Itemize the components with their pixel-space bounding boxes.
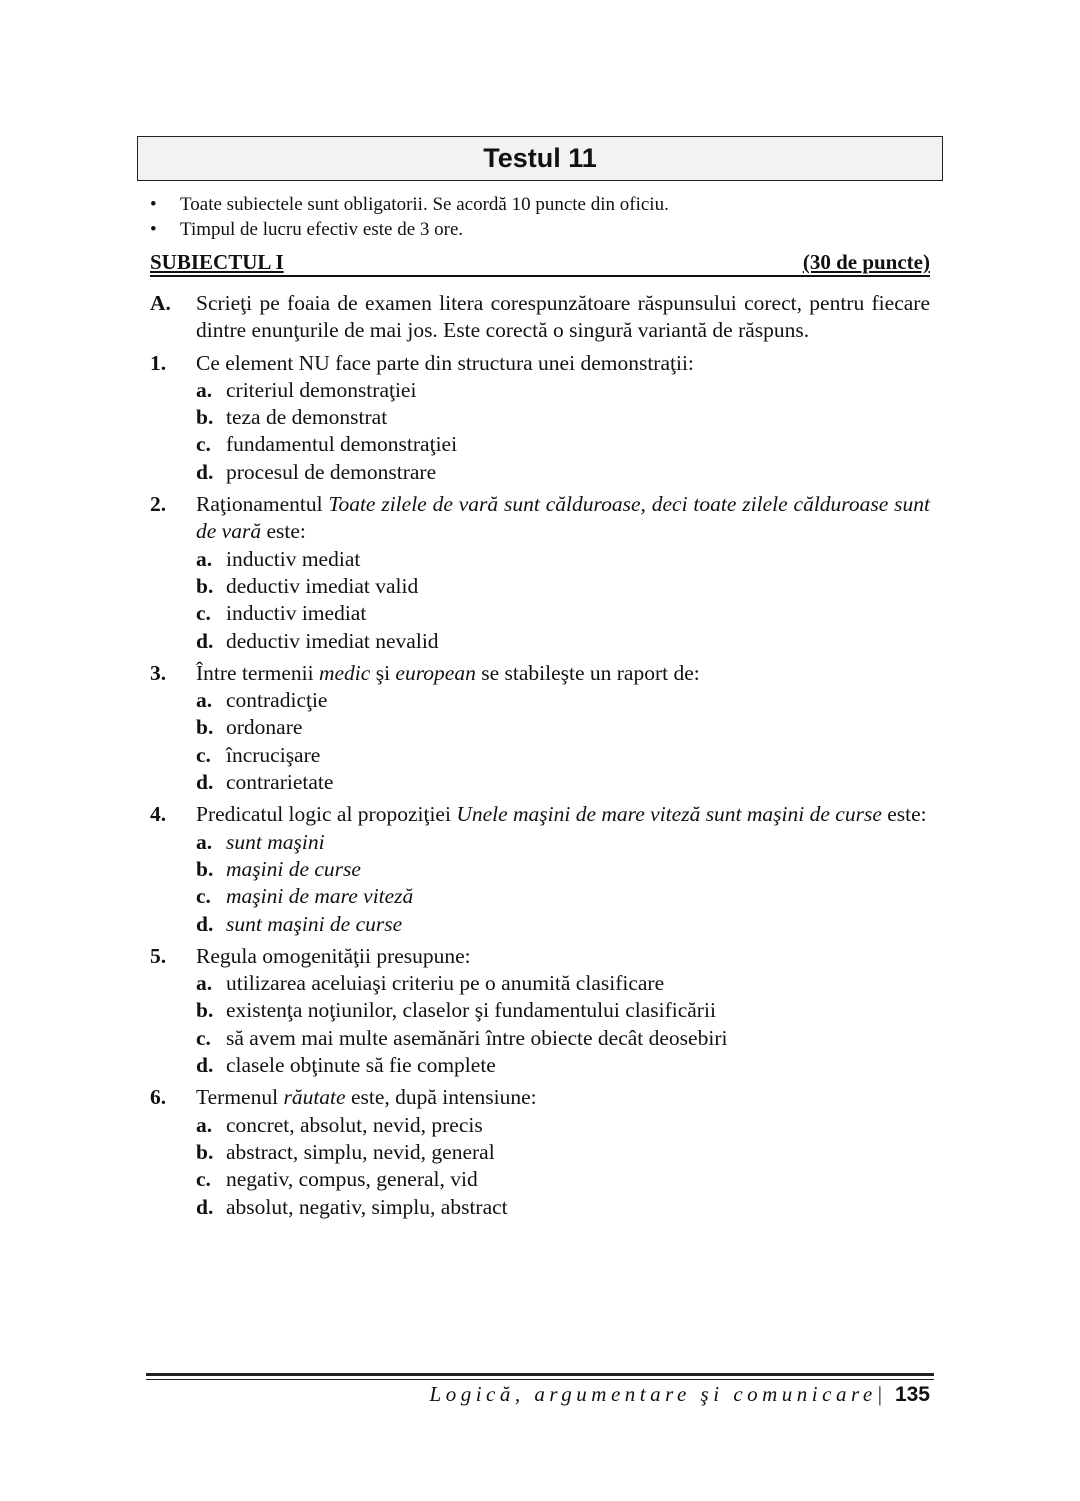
- answer-option: [150, 687, 930, 714]
- bullet-icon: •: [150, 219, 157, 240]
- stem-segment: medic: [318, 660, 371, 685]
- option-text: inductiv imediat: [226, 601, 367, 626]
- option-text: deductiv imediat nevalid: [226, 628, 439, 653]
- option-text: abstract, simplu, nevid, general: [226, 1139, 495, 1164]
- instruction-text: Timpul de lucru efectiv este de 3 ore.: [180, 219, 464, 240]
- answer-option: [150, 1112, 930, 1139]
- option-indent: [150, 829, 196, 856]
- option-line: [196, 687, 327, 714]
- option-line: [196, 997, 716, 1024]
- option-text: inductiv mediat: [226, 546, 361, 571]
- section-instruction: [150, 290, 930, 345]
- question-stem-row: [150, 491, 930, 546]
- option-text: absolut, negativ, simplu, abstract: [226, 1194, 508, 1219]
- option-indent: [150, 1052, 196, 1079]
- option-text: încrucişare: [226, 742, 321, 767]
- option-indent: [150, 1166, 196, 1193]
- option-line: [196, 742, 320, 769]
- option-indent: [150, 687, 196, 714]
- option-text: să avem mai multe asemănări între obiecte decât deosebiri: [226, 1025, 728, 1050]
- question-number: 5.: [150, 943, 167, 968]
- option-line: [196, 769, 333, 796]
- option-letter: c.: [196, 1167, 211, 1192]
- option-letter: d.: [196, 770, 214, 795]
- option-indent: [150, 911, 196, 938]
- option-letter: c.: [196, 1025, 211, 1050]
- answer-option: [150, 911, 930, 938]
- option-indent: [150, 1025, 196, 1052]
- stem-segment: şi: [370, 660, 396, 685]
- option-indent: [150, 431, 196, 458]
- option-line: [196, 970, 664, 997]
- option-letter: b.: [196, 1139, 214, 1164]
- instruction-item: [150, 217, 940, 242]
- section-letter: A.: [150, 291, 171, 315]
- option-indent: [150, 404, 196, 431]
- option-indent: [150, 883, 196, 910]
- option-letter: c.: [196, 884, 211, 909]
- option-line: [196, 1166, 478, 1193]
- question-stem-row: [150, 943, 930, 970]
- test-title: Testul 11: [137, 136, 943, 181]
- option-text: negativ, compus, general, vid: [226, 1167, 478, 1192]
- stem-segment: este:: [881, 802, 927, 827]
- stem-segment: Între termenii: [196, 660, 319, 685]
- question-5: [150, 943, 930, 1079]
- option-text: utilizarea aceluiaşi criteriu pe o anumită clasificare: [226, 971, 665, 996]
- answer-option: [150, 546, 930, 573]
- option-line: [196, 600, 366, 627]
- option-letter: b.: [196, 405, 214, 430]
- instruction-text: Toate subiectele sunt obligatorii. Se acordă 10 puncte din oficiu.: [180, 194, 669, 215]
- subject-heading: [150, 250, 930, 277]
- option-letter: b.: [196, 856, 214, 881]
- subject-label: SUBIECTUL I: [150, 250, 284, 274]
- option-line: [196, 1025, 727, 1052]
- question-stem: [196, 1084, 930, 1111]
- option-letter: d.: [196, 911, 214, 936]
- option-line: [196, 883, 413, 910]
- option-text: sunt maşini de curse: [226, 911, 403, 936]
- option-letter: c.: [196, 742, 211, 767]
- option-letter: d.: [196, 459, 214, 484]
- option-text: deductiv imediat valid: [226, 573, 419, 598]
- option-text: maşini de curse: [226, 856, 361, 881]
- option-text: clasele obţinute să fie complete: [226, 1053, 496, 1078]
- answer-option: [150, 829, 930, 856]
- answer-option: [150, 714, 930, 741]
- footer-divider: [146, 1373, 934, 1380]
- answer-option: [150, 856, 930, 883]
- option-indent: [150, 600, 196, 627]
- option-letter: d.: [196, 1053, 214, 1078]
- question-stem: [196, 660, 930, 687]
- answer-option: [150, 628, 930, 655]
- option-indent: [150, 970, 196, 997]
- stem-segment: Toate zilele de vară sunt călduroase, deci toate zilele călduroase sunt de vară: [196, 492, 930, 544]
- option-letter: b.: [196, 998, 214, 1023]
- option-text: procesul de demonstrare: [226, 459, 437, 484]
- question-stem: [196, 350, 930, 377]
- question-number: 1.: [150, 350, 167, 375]
- question-number: 2.: [150, 492, 167, 517]
- option-line: [196, 1139, 495, 1166]
- stem-segment: Ce element NU face parte din structura unei demonstraţii:: [196, 350, 694, 375]
- option-indent: [150, 1139, 196, 1166]
- answer-option: [150, 377, 930, 404]
- option-line: [196, 856, 361, 883]
- option-indent: [150, 1194, 196, 1221]
- option-letter: a.: [196, 377, 213, 402]
- instructions-list: [150, 192, 940, 242]
- answer-option: [150, 1194, 930, 1221]
- answer-option: [150, 1052, 930, 1079]
- option-letter: a.: [196, 971, 213, 996]
- question-3: [150, 660, 930, 796]
- stem-segment: răutate: [283, 1085, 346, 1110]
- answer-option: [150, 573, 930, 600]
- option-letter: a.: [196, 688, 213, 713]
- stem-segment: este:: [261, 519, 306, 544]
- page-footer: [430, 1380, 930, 1409]
- option-indent: [150, 714, 196, 741]
- option-letter: a.: [196, 829, 213, 854]
- option-text: teza de demonstrat: [226, 405, 388, 430]
- stem-segment: se stabileşte un raport de:: [475, 660, 700, 685]
- stem-segment: Unele maşini de mare viteză sunt maşini de curse: [456, 802, 882, 827]
- option-line: [196, 573, 418, 600]
- answer-option: [150, 997, 930, 1024]
- question-stem: [196, 491, 930, 546]
- answer-option: [150, 459, 930, 486]
- page-number: 135: [894, 1383, 930, 1406]
- question-number: 4.: [150, 802, 167, 827]
- option-text: contradicţie: [226, 688, 328, 713]
- stem-segment: Termenul: [196, 1085, 284, 1110]
- section-instruction-text: Scrieţi pe foaia de examen litera corespunzătoare răspunsului corect, pentru fiecare dintre enunţurile de mai jos. Este corectă o singură variantă de răspuns.: [196, 291, 930, 343]
- question-number: 6.: [150, 1085, 167, 1110]
- subject-points: (30 de puncte): [802, 250, 930, 274]
- question-stem: [196, 801, 930, 828]
- option-indent: [150, 742, 196, 769]
- option-letter: a.: [196, 1112, 213, 1137]
- option-indent: [150, 573, 196, 600]
- option-line: [196, 377, 416, 404]
- option-indent: [150, 546, 196, 573]
- answer-option: [150, 769, 930, 796]
- option-line: [196, 404, 387, 431]
- option-text: concret, absolut, nevid, precis: [226, 1112, 483, 1137]
- answer-option: [150, 970, 930, 997]
- question-6: [150, 1084, 930, 1220]
- question-1: [150, 350, 930, 486]
- question-stem-row: [150, 350, 930, 377]
- answer-option: [150, 600, 930, 627]
- option-line: [196, 911, 402, 938]
- option-letter: c.: [196, 601, 211, 626]
- option-indent: [150, 1112, 196, 1139]
- option-indent: [150, 769, 196, 796]
- option-indent: [150, 997, 196, 1024]
- option-line: [196, 1052, 496, 1079]
- answer-option: [150, 742, 930, 769]
- option-line: [196, 714, 302, 741]
- answer-option: [150, 1025, 930, 1052]
- answer-option: [150, 1166, 930, 1193]
- option-line: [196, 1194, 508, 1221]
- stem-segment: european: [395, 660, 476, 685]
- question-2: [150, 491, 930, 655]
- option-letter: b.: [196, 715, 214, 740]
- option-indent: [150, 377, 196, 404]
- answer-option: [150, 1139, 930, 1166]
- option-line: [196, 459, 436, 486]
- option-indent: [150, 459, 196, 486]
- option-line: [196, 431, 457, 458]
- question-number: 3.: [150, 660, 167, 685]
- option-text: existenţa noţiunilor, claselor şi fundamentului clasificării: [226, 998, 716, 1023]
- questions-section: [150, 290, 930, 1221]
- option-letter: b.: [196, 573, 214, 598]
- stem-segment: Raţionamentul: [196, 492, 329, 517]
- option-text: fundamentul demonstraţiei: [226, 432, 458, 457]
- option-text: ordonare: [226, 715, 303, 740]
- answer-option: [150, 404, 930, 431]
- question-stem-row: [150, 1084, 930, 1111]
- answer-option: [150, 883, 930, 910]
- option-letter: a.: [196, 546, 213, 571]
- option-line: [196, 829, 325, 856]
- option-letter: d.: [196, 1194, 214, 1219]
- book-title: Logică, argumentare şi comunicare|: [429, 1382, 887, 1406]
- option-text: contrarietate: [226, 770, 334, 795]
- stem-segment: este, după intensiune:: [345, 1085, 537, 1110]
- option-letter: d.: [196, 628, 214, 653]
- question-stem-row: [150, 660, 930, 687]
- option-letter: c.: [196, 432, 211, 457]
- option-line: [196, 1112, 483, 1139]
- stem-segment: Predicatul logic al propoziţiei: [196, 802, 457, 827]
- option-indent: [150, 856, 196, 883]
- option-line: [196, 546, 360, 573]
- question-4: [150, 801, 930, 937]
- question-stem-row: [150, 801, 930, 828]
- instruction-item: [150, 192, 940, 217]
- stem-segment: Regula omogenităţii presupune:: [196, 943, 471, 968]
- option-text: sunt maşini: [226, 829, 325, 854]
- answer-option: [150, 431, 930, 458]
- option-text: criteriul demonstraţiei: [226, 377, 417, 402]
- option-line: [196, 628, 439, 655]
- bullet-icon: •: [150, 194, 157, 215]
- option-text: maşini de mare viteză: [226, 884, 414, 909]
- question-stem: [196, 943, 930, 970]
- option-indent: [150, 628, 196, 655]
